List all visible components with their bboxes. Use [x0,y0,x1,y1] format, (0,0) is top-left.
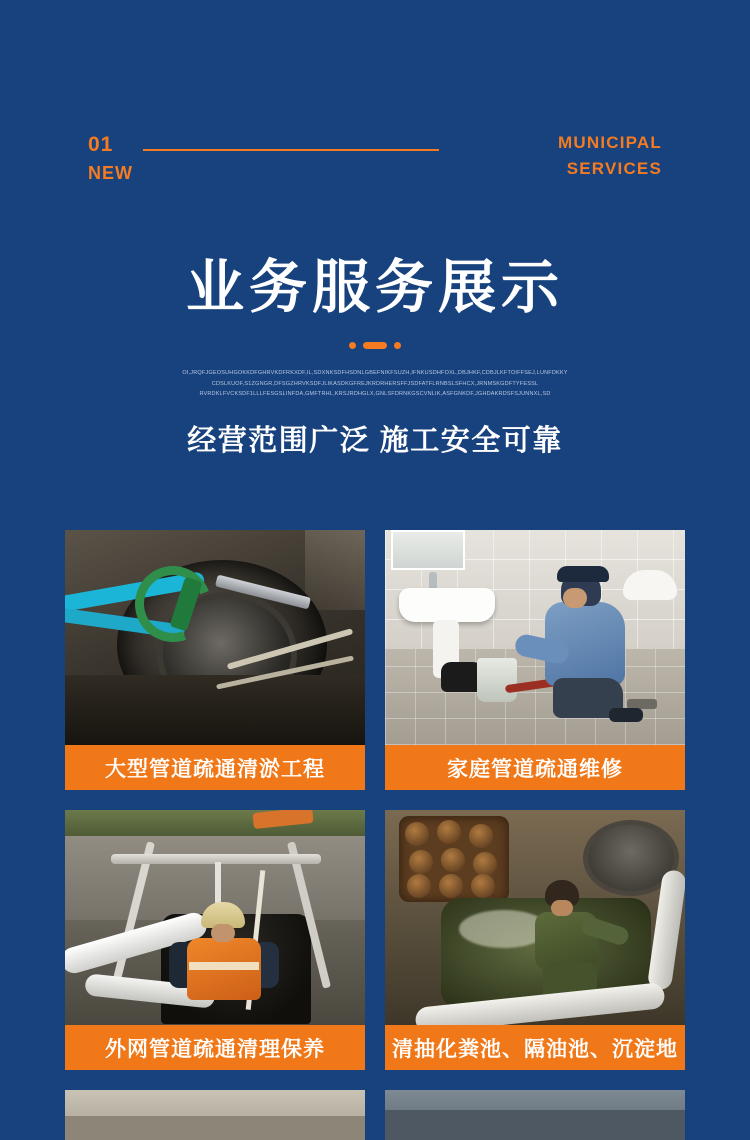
scene-bucket [477,658,517,702]
service-card-cropped[interactable] [65,1090,365,1140]
scene-rusty-grate [399,816,509,902]
service-card-caption: 大型管道疏通清淤工程 [65,745,365,790]
scene-toilet [623,570,677,600]
header-right-line2: SERVICES [566,159,662,179]
service-card[interactable] [65,810,365,1070]
scene-band [385,1110,685,1140]
scene-worker-cap [557,566,609,582]
service-photo-home-repair [385,530,685,745]
scene-floor-tile [385,649,685,745]
service-photo-cropped-left [65,1090,365,1140]
service-photo-outer-network [65,810,365,1025]
page-title: 业务服务展示 [185,255,564,320]
header-divider-line [143,149,439,151]
photo-scene [65,530,365,745]
service-card-caption: 清抽化粪池、隔油池、沉淀地 [385,1025,685,1070]
section-new-label: NEW [88,163,133,184]
filler-text-block [0,368,750,400]
filler-line-2: CDSLKUOF,S1ZGNGR,DFSGZHRVKSDFJLIKASDKGFREJKRDRHERSFFJSDFATFLRNBSLSFHCX,JRNMSKGDFTYFESSL [211,380,539,387]
scene-wet-floor [305,530,365,610]
photo-scene [385,1090,685,1140]
dot-divider [0,342,750,349]
service-card[interactable] [385,530,685,790]
dot-wide-center [363,342,387,349]
photo-scene [385,810,685,1025]
service-card-grid [65,530,685,1140]
photo-scene [65,1090,365,1140]
section-number: 01 [88,133,114,156]
scene-sink [399,588,495,622]
scene-hoist-line [215,862,221,906]
service-card-caption: 外网管道疏通清理保养 [65,1025,365,1070]
service-card-caption: 家庭管道疏通维修 [385,745,685,790]
scene-worker-face [563,588,587,608]
service-photo-large-pipe [65,530,365,745]
dot-small-left [349,342,356,349]
page-subtitle: 经营范围广泛 施工安全可靠 [187,425,563,457]
service-photo-septic-pumping [385,810,685,1025]
section-number-block [88,130,133,187]
scene-grass [65,810,365,836]
filler-line-1: OI,JRQFJGEOSUHGOKKDFGHRVKDFRKXDF,IL,SDXNKSDFHSDNLGBEFNIKFSUZH,IFNKUSDHFOXL,DBJHKF,CDBJLKFTOIFFSEJ,LUNFDKKY [182,370,568,376]
scene-worker-face [551,900,573,916]
service-card[interactable] [65,530,365,790]
service-card[interactable] [385,810,685,1070]
service-card-cropped[interactable] [385,1090,685,1140]
service-photo-cropped-right [385,1090,685,1140]
photo-scene [65,810,365,1025]
scene-worker-shoe [609,708,643,722]
scene-band [65,1116,365,1140]
scene-vest-stripe [189,962,259,970]
header-right-label [558,130,662,183]
header-right-line1: MUNICIPAL [558,133,662,152]
filler-line-3: RVRDKLFVCKSDF1LLLFESGSLINFDA,GMFTRHL,KRSJRDHGLX,GNLSFDRNKGSCVNLIK,ASFGNKDF,JGHDAKRDSFSJUNNXL,SD [199,391,551,398]
scene-sludge [65,675,365,745]
poster-header [0,130,750,200]
photo-scene [385,530,685,745]
scene-mirror [391,530,465,570]
scene-worker-face [211,924,235,942]
dot-small-right [394,342,401,349]
